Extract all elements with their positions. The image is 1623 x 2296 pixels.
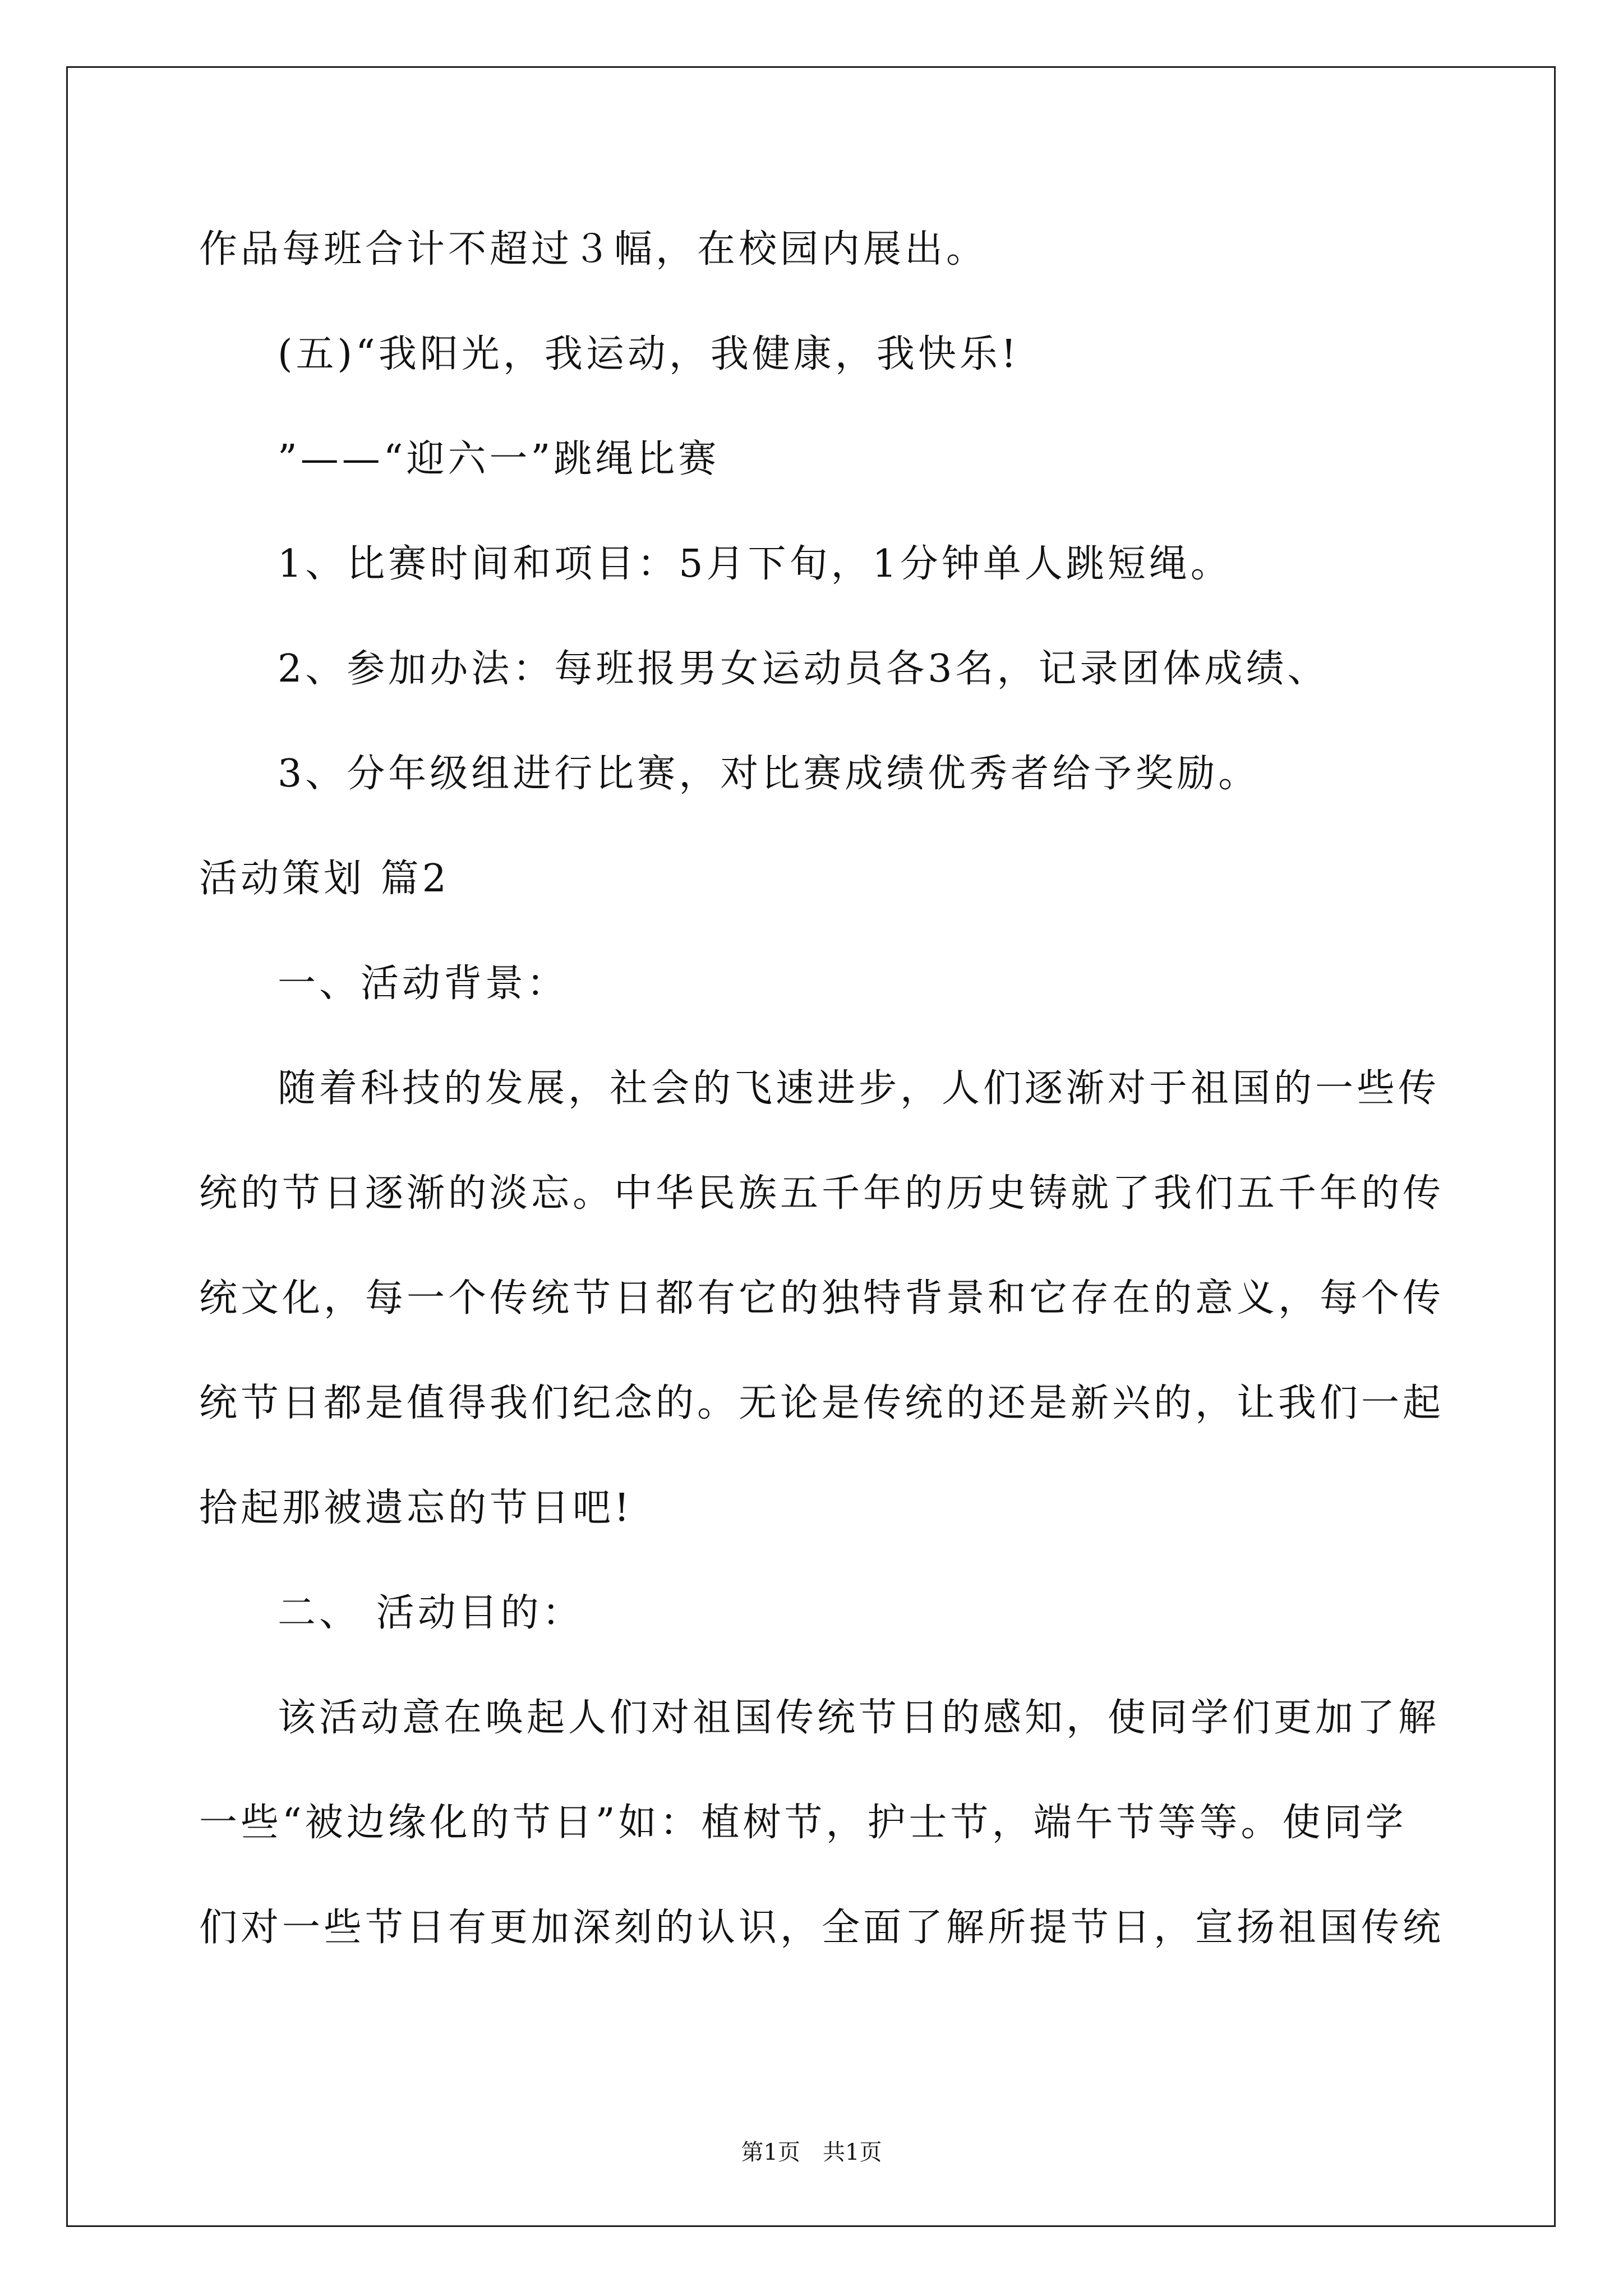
- list-item: 2、参加办法：每班报男女运动员各3名，记录团体成绩、: [278, 647, 1329, 691]
- section-title: 活动策划 篇2: [199, 857, 450, 901]
- paragraph-line: 随着科技的发展，社会的飞速进步，人们逐渐对于祖国的一些传: [278, 1066, 1440, 1111]
- paragraph-line: 们对一些节日有更加深刻的认识，全面了解所提节日，宣扬祖国传统: [199, 1906, 1445, 1950]
- paragraph-line: 统节日都是值得我们纪念的。无论是传统的还是新兴的，让我们一起: [199, 1381, 1445, 1425]
- paragraph-line: 统文化，每一个传统节日都有它的独特背景和它存在的意义，每个传: [199, 1276, 1445, 1320]
- page-number: 第1页 共1页: [741, 2139, 882, 2165]
- page-border: [66, 66, 1556, 2227]
- text-line: 作品每班合计不超过３幅，在校园内展出。: [199, 227, 988, 272]
- list-item: 3、分年级组进行比赛，对比赛成绩优秀者给予奖励。: [278, 752, 1260, 796]
- section-heading: 一、活动背景：: [278, 961, 569, 1006]
- section-heading: (五)“我阳光，我运动，我健康，我快乐!: [278, 332, 1020, 376]
- section-heading: 二、 活动目的：: [278, 1591, 584, 1635]
- paragraph-line: 拾起那被遗忘的节日吧!: [199, 1486, 633, 1530]
- paragraph-line: 该活动意在唤起人们对祖国传统节日的感知，使同学们更加了解: [278, 1696, 1440, 1740]
- list-item: 1、比赛时间和项目：5月下旬，1分钟单人跳短绳。: [278, 542, 1232, 586]
- paragraph-line: 统的节日逐渐的淡忘。中华民族五千年的历史铸就了我们五千年的传: [199, 1171, 1445, 1216]
- text-line: ”——“迎六一”跳绳比赛: [278, 437, 720, 481]
- paragraph-line: 一些“被边缘化的节日”如：植树节，护士节，端午节等等。使同学: [199, 1801, 1407, 1845]
